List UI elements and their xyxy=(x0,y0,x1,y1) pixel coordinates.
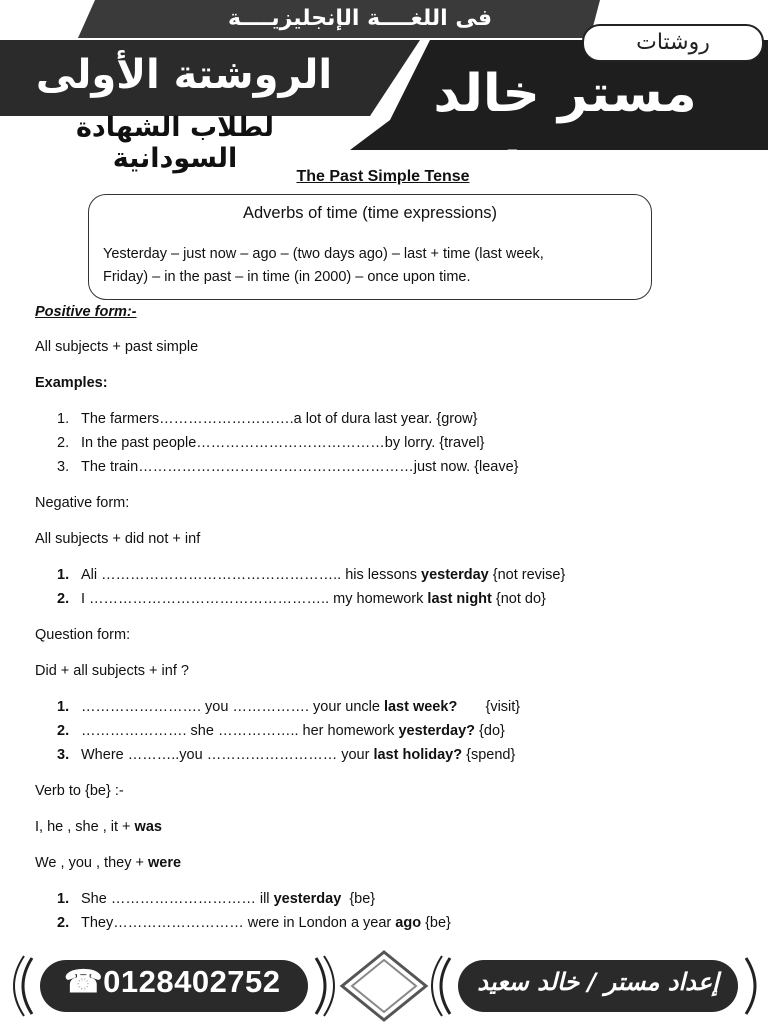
footer xyxy=(0,948,768,1024)
list-item: 1. ……………………. you ……………. your uncle last week? {visit} xyxy=(57,699,521,715)
list-item: 2. In the past people…………………………………by lorry. {travel} xyxy=(57,435,485,451)
page-title: The Past Simple Tense xyxy=(296,168,470,185)
header-main-title: الروشتة الأولى xyxy=(35,52,333,98)
be-was-rule: I, he , she , it + was xyxy=(35,819,162,835)
list-item: 1. Ali ………………………………………….. his lessons yesterday {not revise} xyxy=(57,567,566,583)
list-item: 1. She ………………………… ill yesterday {be} xyxy=(57,891,376,907)
teacher-name: مستر خالد سعيد xyxy=(433,64,697,184)
author-credit: إعداد مستر / خالد سعيد xyxy=(477,968,719,996)
be-were-rule: We , you , they + were xyxy=(35,855,182,871)
list-item: 3. The train…………………………………………………just now. {leave} xyxy=(57,459,519,475)
question-rule: Did + all subjects + inf ? xyxy=(35,663,189,679)
list-item: 2. They……………………… were in London a year ago {be} xyxy=(57,915,451,931)
examples-label: Examples: xyxy=(35,375,108,391)
negative-rule: All subjects + did not + inf xyxy=(35,531,201,547)
positive-rule: All subjects + past simple xyxy=(35,339,199,355)
list-item: 3. Where ………..you ……………………… your last holiday? {spend} xyxy=(57,747,516,763)
header-tag: روشتات xyxy=(582,24,764,62)
list-item: 2. …………………. she …………….. her homework yesterday? {do} xyxy=(57,723,505,739)
list-item: 1. The farmers……………………….a lot of dura last year. {grow} xyxy=(57,411,478,427)
header-top-text: فى اللغــــة الإنجليزيــــة xyxy=(227,6,493,31)
question-heading: Question form: xyxy=(35,627,131,643)
phone-icon: ☎ xyxy=(64,964,104,999)
phone-number: ☎0128402752 xyxy=(64,964,281,999)
adverbs-line-1: Yesterday – just now – ago – (two days ago) – last + time (last week, xyxy=(103,246,544,262)
adverbs-body xyxy=(103,243,643,289)
list-item: 2. I ………………………………………….. my homework last night {not do} xyxy=(57,591,546,607)
positive-heading: Positive form:- xyxy=(35,304,137,320)
be-heading: Verb to {be} :- xyxy=(35,783,124,799)
adverbs-title: Adverbs of time (time expressions) xyxy=(242,204,497,222)
negative-heading: Negative form: xyxy=(35,495,130,511)
header-subtitle: لطلاب الشهادة السودانية xyxy=(75,112,275,174)
adverbs-box xyxy=(88,194,652,300)
adverbs-line-2: Friday) – in the past – in time (in 2000) – once upon time. xyxy=(103,269,471,285)
